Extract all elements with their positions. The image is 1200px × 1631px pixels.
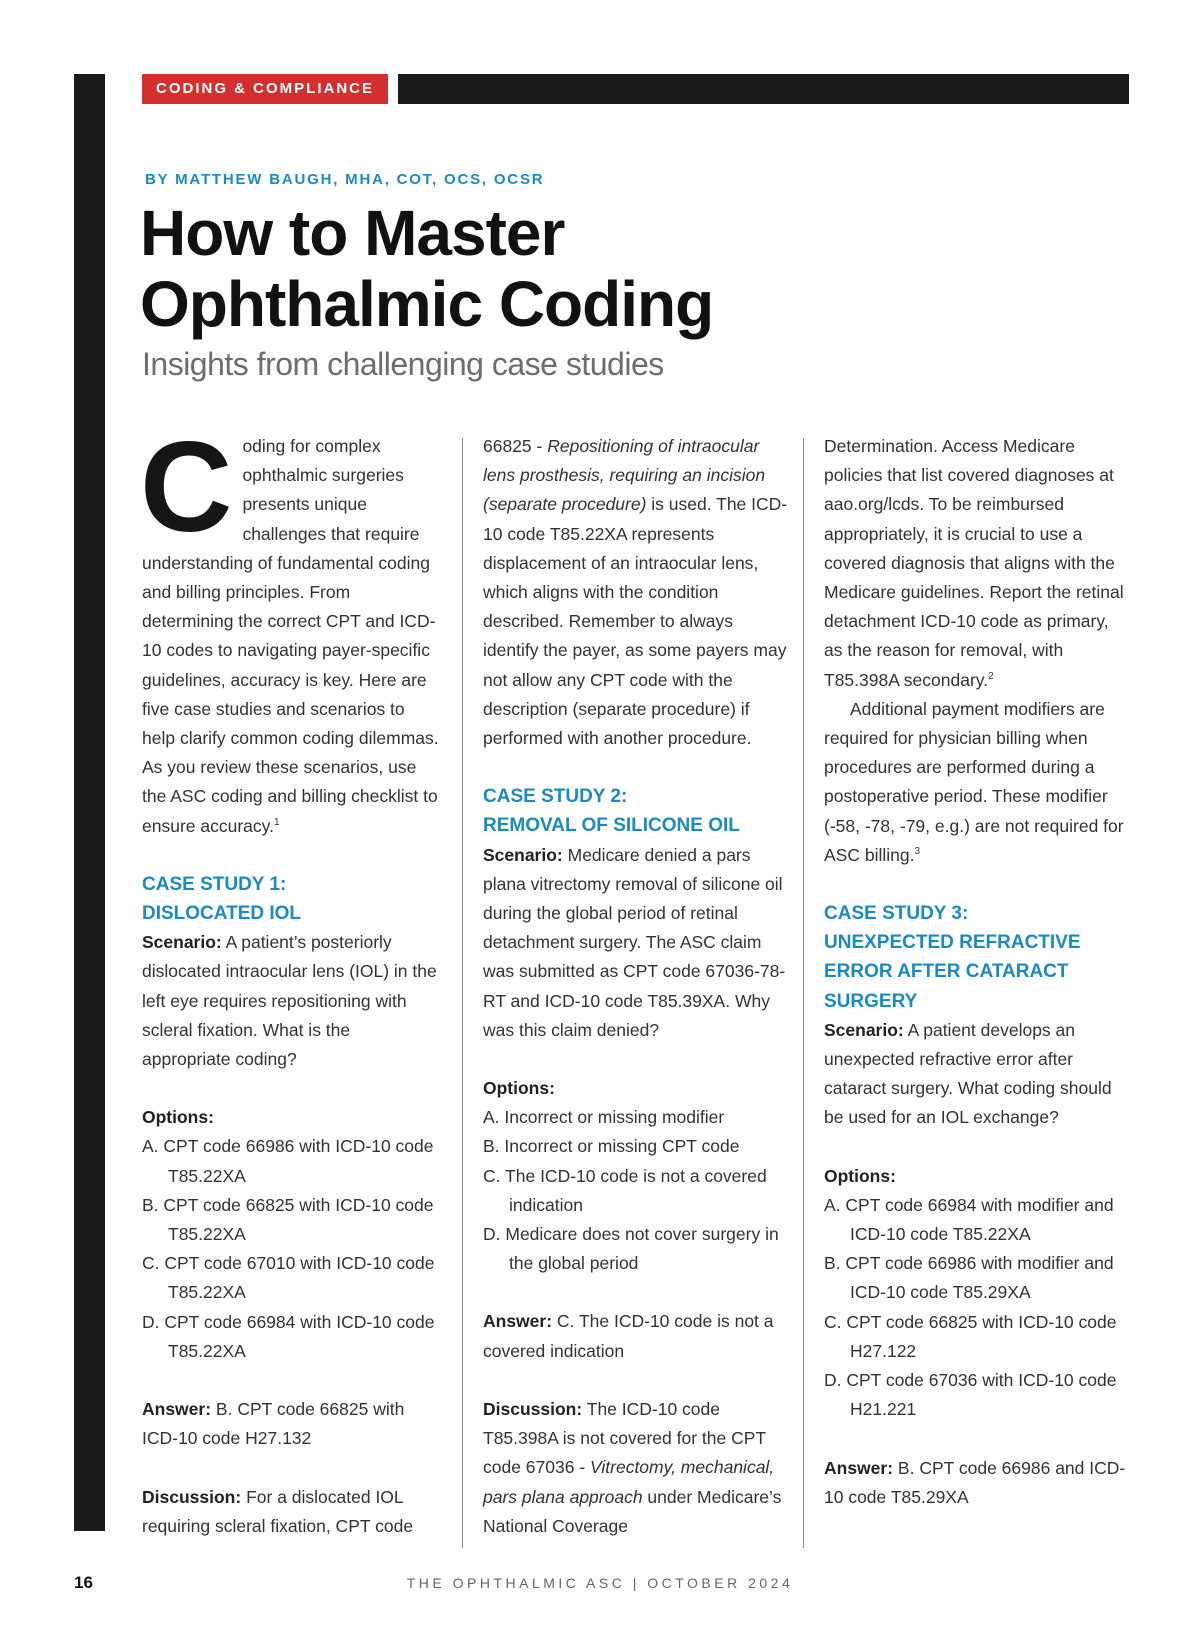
case-2-option: A. Incorrect or missing modifier: [483, 1107, 725, 1128]
column-1: [140, 416, 442, 1541]
case-2-option: D. Medicare does not cover surgery in the global period: [483, 1224, 779, 1274]
column-3: [824, 432, 1130, 1512]
case-2-heading: CASE STUDY 2: REMOVAL OF SILICONE OIL: [483, 786, 740, 837]
left-accent-bar: [74, 74, 105, 1531]
byline: BY MATTHEW BAUGH, MHA, COT, OCS, OCSR: [145, 171, 545, 188]
case-1-discussion: Discussion: For a dislocated IOL requiring scleral fixation, CPT code: [142, 1486, 414, 1536]
modifier-paragraph: Additional payment modifiers are required for physician billing when procedures are performed during a postoperative period. These modifier (-58, -78, -79, e.g.) are not required for ASC billing.$^3$: [824, 698, 1124, 865]
case-2-discussion: Discussion: The ICD-10 code T85.398A is not covered for the CPT code 67036 - Vitrectomy, mechanical, pars plana approach under Medicare’s National Coverage: [483, 1398, 782, 1536]
case-2-answer: Answer: C. The ICD-10 code is not a covered indication: [483, 1311, 774, 1361]
case-1-discussion-continued: 66825 - Repositioning of intraocular lens prosthesis, requiring an incision (separate procedure) is used. The ICD-10 code T85.22XA represents displacement of an intraocular lens, which aligns with the condition described. Remember to always identify the payer, as some payers may not allow any CPT code with the description (separate procedure) if performed with another procedure.: [483, 436, 788, 749]
case-1-answer: Answer: B. CPT code 66825 with ICD-10 code H27.132: [142, 1399, 405, 1449]
case-1-scenario: Scenario: A patient’s posteriorly dislocated intraocular lens (IOL) in the left eye requires repositioning with scleral fixation. What is the appropriate coding?: [142, 932, 437, 1070]
case-3-scenario: Scenario: A patient develops an unexpected refractive error after cataract surgery. What coding should be used for an IOL exchange?: [824, 1019, 1112, 1128]
case-1-option: A. CPT code 66986 with ICD-10 code T85.22XA: [142, 1136, 434, 1186]
top-accent-bar: [398, 74, 1129, 104]
section-tag: CODING & COMPLIANCE: [142, 74, 388, 104]
case-2-options-label: Options:: [483, 1078, 555, 1099]
case-3-options-label: Options:: [824, 1165, 896, 1186]
case-1-option: D. CPT code 66984 with ICD-10 code T85.22XA: [142, 1311, 435, 1361]
case-1-options-label: Options:: [142, 1107, 214, 1128]
case-2-discussion-continued: Determination. Access Medicare policies that list covered diagnoses at aao.org/lcds. To be reimbursed appropriately, it is crucial to use a covered diagnosis that aligns with the Medicare guidelines. Report the retinal detachment ICD-10 code as primary, as the reason for removal, with T85.398A secondary.$^2$: [824, 436, 1124, 690]
intro-paragraph: Coding for complex ophthalmic surgeries presents unique challenges that require understanding of fundamental coding and billing principles. From determining the correct CPT and ICD-10 codes to navigating payer-specific guidelines, accuracy is key. Here are five case studies and scenarios to help clarify common coding dilemmas. As you review these scenarios, use the ASC coding and billing checklist to ensure accuracy.$^1$: [140, 416, 439, 836]
case-3-option: B. CPT code 66986 with modifier and ICD-10 code T85.29XA: [824, 1253, 1114, 1303]
case-3-heading: CASE STUDY 3: UNEXPECTED REFRACTIVE ERROR AFTER CATARACT SURGERY: [824, 903, 1081, 1012]
case-2-option: B. Incorrect or missing CPT code: [483, 1136, 740, 1157]
case-1-heading: CASE STUDY 1: DISLOCATED IOL: [142, 873, 302, 925]
article-title: [140, 198, 1040, 340]
column-2: [483, 432, 793, 1541]
publication-footer: THE OPHTHALMIC ASC | OCTOBER 2024: [406, 1575, 794, 1591]
case-1-option: C. CPT code 67010 with ICD-10 code T85.22XA: [142, 1253, 435, 1303]
drop-cap: C: [140, 416, 233, 559]
case-1-option: B. CPT code 66825 with ICD-10 code T85.22XA: [142, 1194, 434, 1245]
article-subtitle: Insights from challenging case studies: [142, 346, 664, 382]
case-3-option: C. CPT code 66825 with ICD-10 code H27.122: [824, 1311, 1117, 1361]
case-2-scenario: Scenario: Medicare denied a pars plana vitrectomy removal of silicone oil during the global period of retinal detachment surgery. The ASC claim was submitted as CPT code 67036-78-RT and ICD-10 code T85.39XA. Why was this claim denied?: [483, 844, 786, 1040]
page-number: 16: [74, 1573, 93, 1592]
column-divider-1: [462, 438, 463, 1548]
case-2-option: C. The ICD-10 code is not a covered indication: [483, 1165, 767, 1215]
case-3-option: D. CPT code 67036 with ICD-10 code H21.221: [824, 1370, 1117, 1420]
title-line-2: Ophthalmic Coding: [140, 268, 714, 340]
case-3-option: A. CPT code 66984 with modifier and ICD-10 code T85.22XA: [824, 1194, 1114, 1245]
title-line-1: How to Master: [140, 197, 565, 269]
case-3-answer: Answer: B. CPT code 66986 and ICD-10 code T85.29XA: [824, 1457, 1126, 1507]
column-divider-2: [803, 438, 804, 1548]
